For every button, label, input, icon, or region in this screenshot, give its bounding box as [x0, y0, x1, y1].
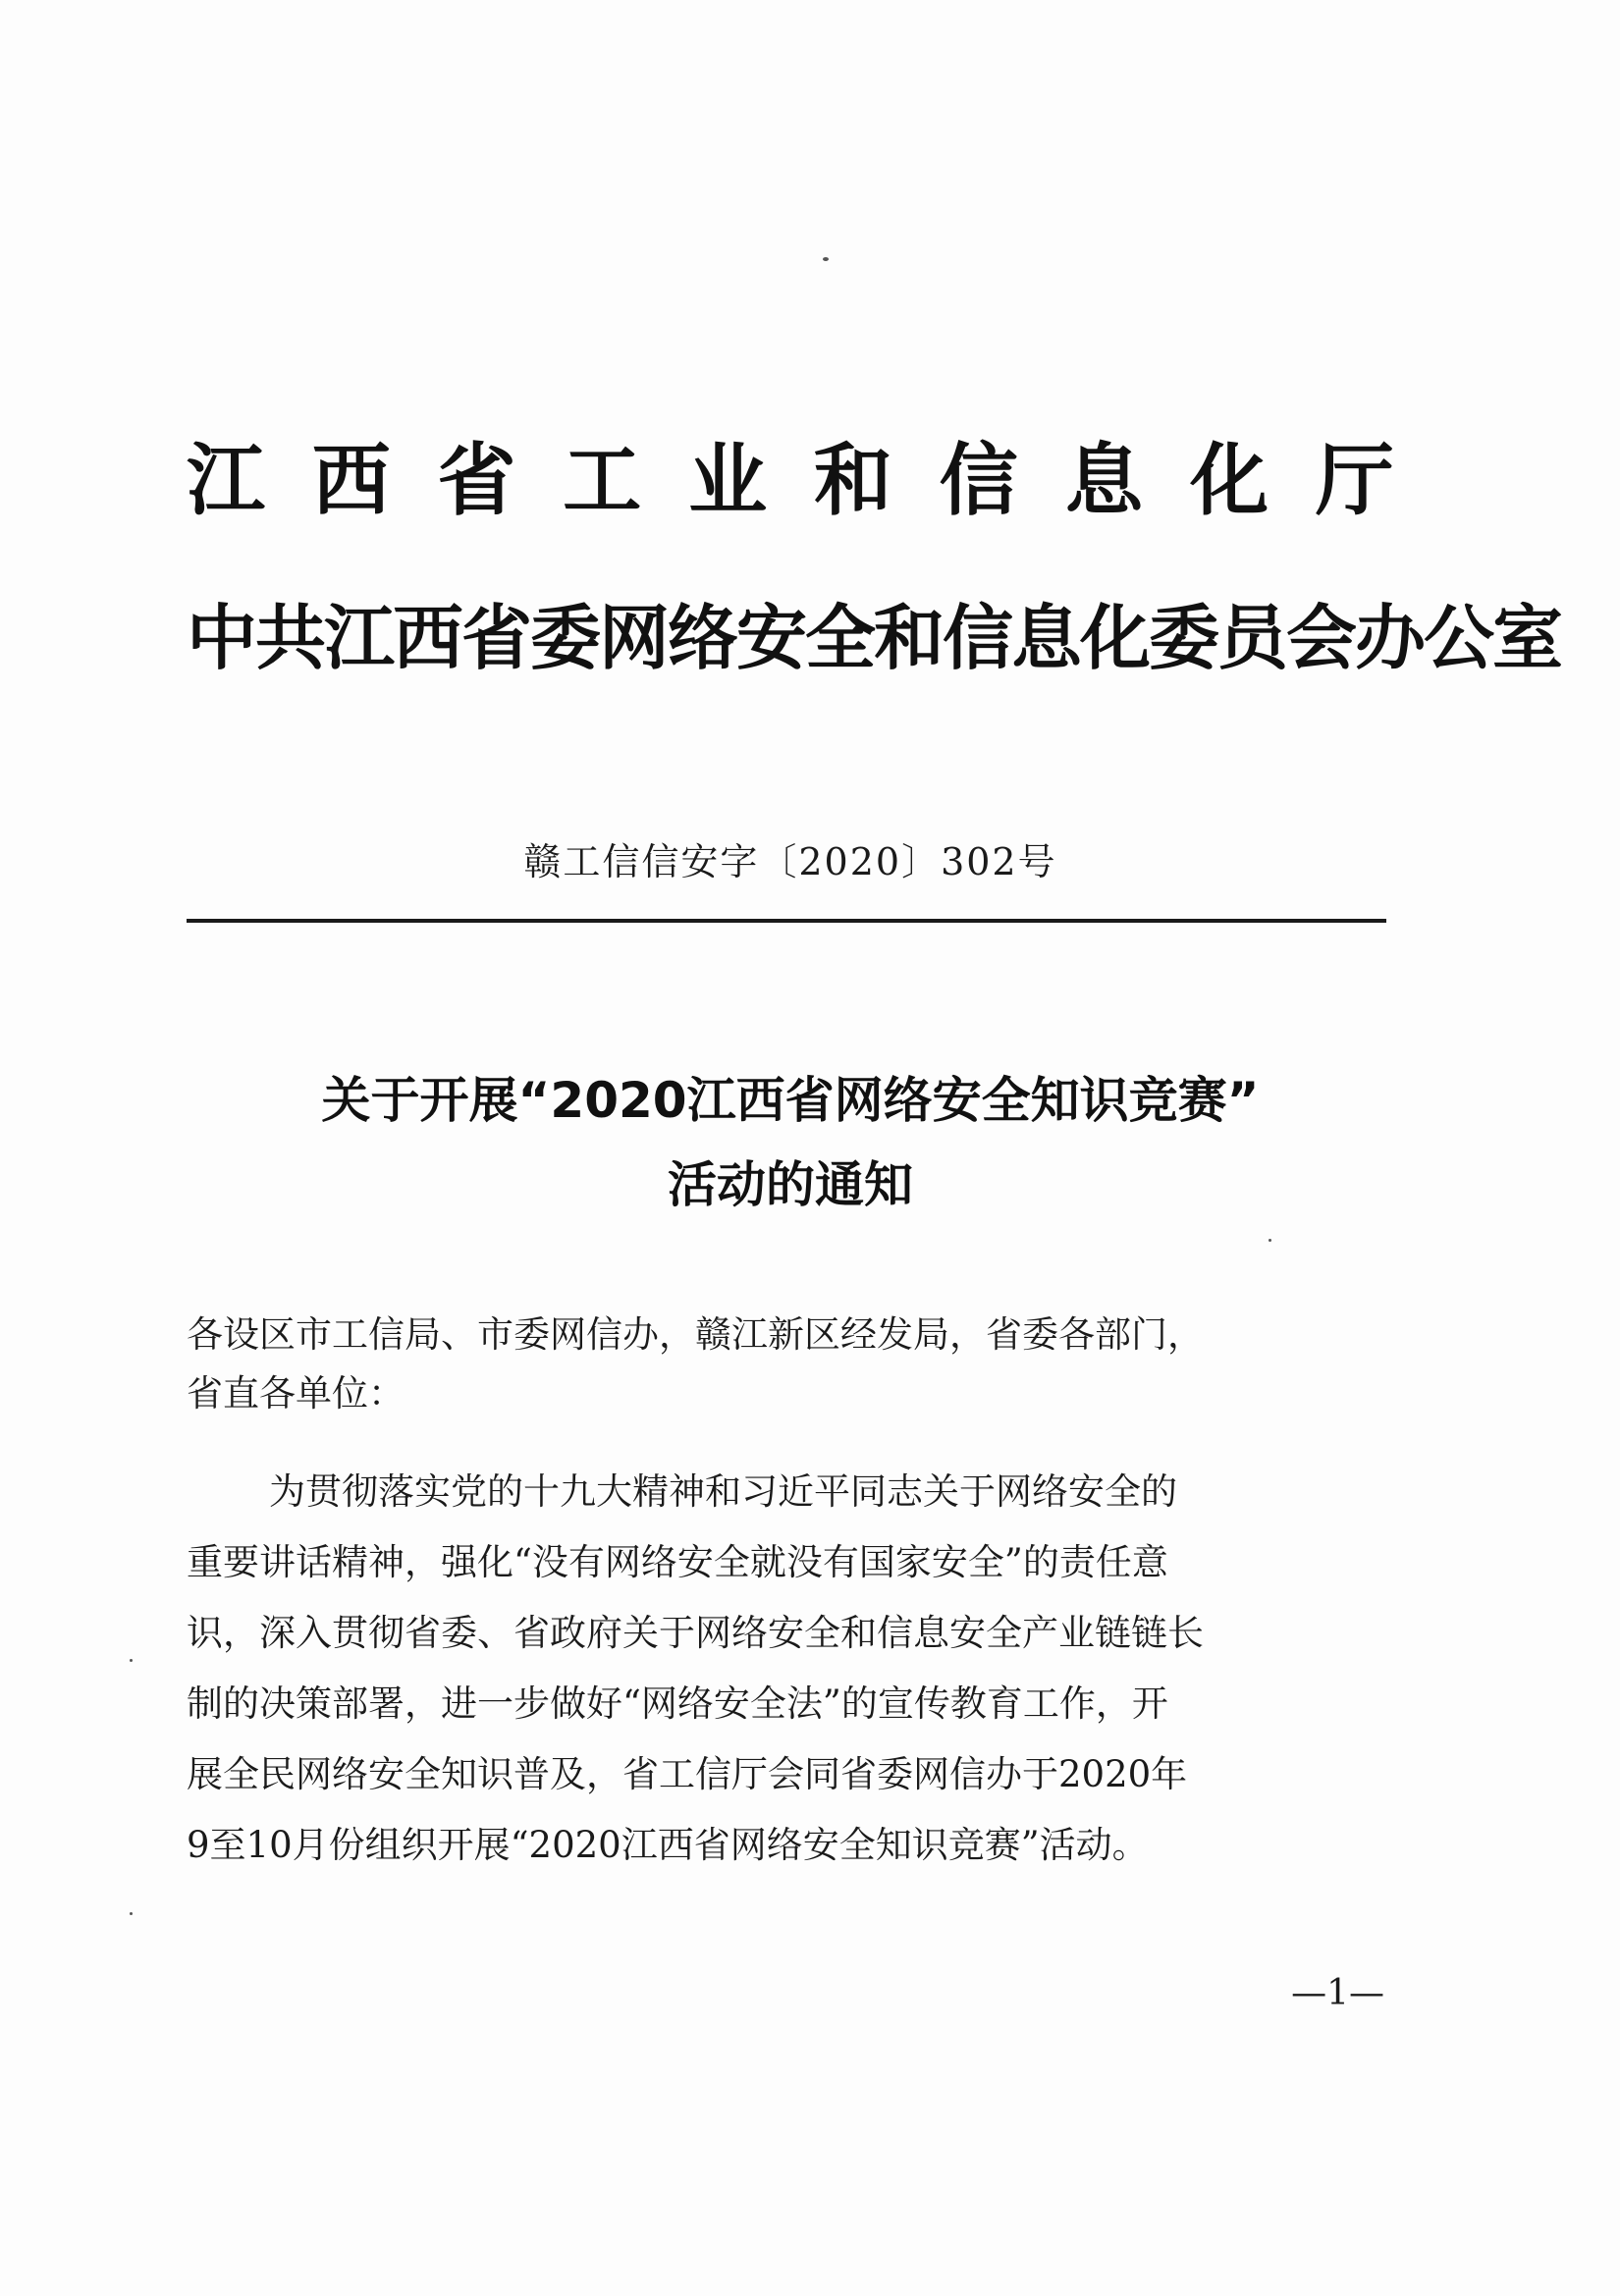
body-line: 制的决策部署，进一步做好“网络安全法”的宣传教育工作，开 — [187, 1682, 1168, 1725]
issuer-name-1 — [187, 432, 1394, 530]
document-number: 赣工信信安字〔2020〕302号 — [523, 840, 1057, 883]
page-number: —1— — [1291, 1973, 1384, 2013]
addressee — [187, 1306, 1389, 1423]
issuer-char: 江 — [187, 435, 265, 526]
issuer-char: 工 — [563, 435, 642, 526]
body-line: 展全民网络安全知识普及，省工信厅会同省委网信办于2020年 — [187, 1753, 1188, 1795]
body-line: 为贯彻落实党的十九大精神和习近平同志关于网络安全的 — [269, 1470, 1177, 1513]
issuer-char: 信 — [939, 435, 1018, 526]
issuer-char: 省 — [437, 435, 516, 526]
addressee-line-2: 省直各单位： — [187, 1372, 405, 1415]
notice-title-line-2: 活动的通知 — [668, 1156, 913, 1213]
body-line: 9至10月份组织开展“2020江西省网络安全知识竞赛”活动。 — [187, 1824, 1149, 1866]
issuer-char: 和 — [813, 435, 892, 526]
header-rule — [187, 919, 1386, 923]
addressee-line-1: 各设区市工信局、市委网信办，赣江新区经发局，省委各部门， — [187, 1313, 1204, 1356]
scan-speck — [823, 257, 829, 261]
scan-speck — [1269, 1239, 1271, 1242]
issuer-char: 西 — [311, 435, 391, 526]
issuer-char: 息 — [1064, 435, 1144, 526]
issuer-char: 厅 — [1315, 435, 1394, 526]
issuer-char: 化 — [1190, 435, 1269, 526]
body-line: 识，深入贯彻省委、省政府关于网络安全和信息安全产业链链长 — [187, 1612, 1204, 1654]
body-line: 重要讲话精神，强化“没有网络安全就没有国家安全”的责任意 — [187, 1541, 1168, 1583]
body-paragraph — [187, 1463, 1389, 1875]
notice-title-line-1: 关于开展“2020江西省网络安全知识竞赛” — [321, 1072, 1260, 1129]
scan-speck — [130, 1659, 133, 1662]
issuer-char: 业 — [688, 435, 768, 526]
scan-speck — [130, 1912, 133, 1915]
issuer-name-2: 中共江西省委网络安全和信息化委员会办公室 — [187, 597, 1562, 679]
